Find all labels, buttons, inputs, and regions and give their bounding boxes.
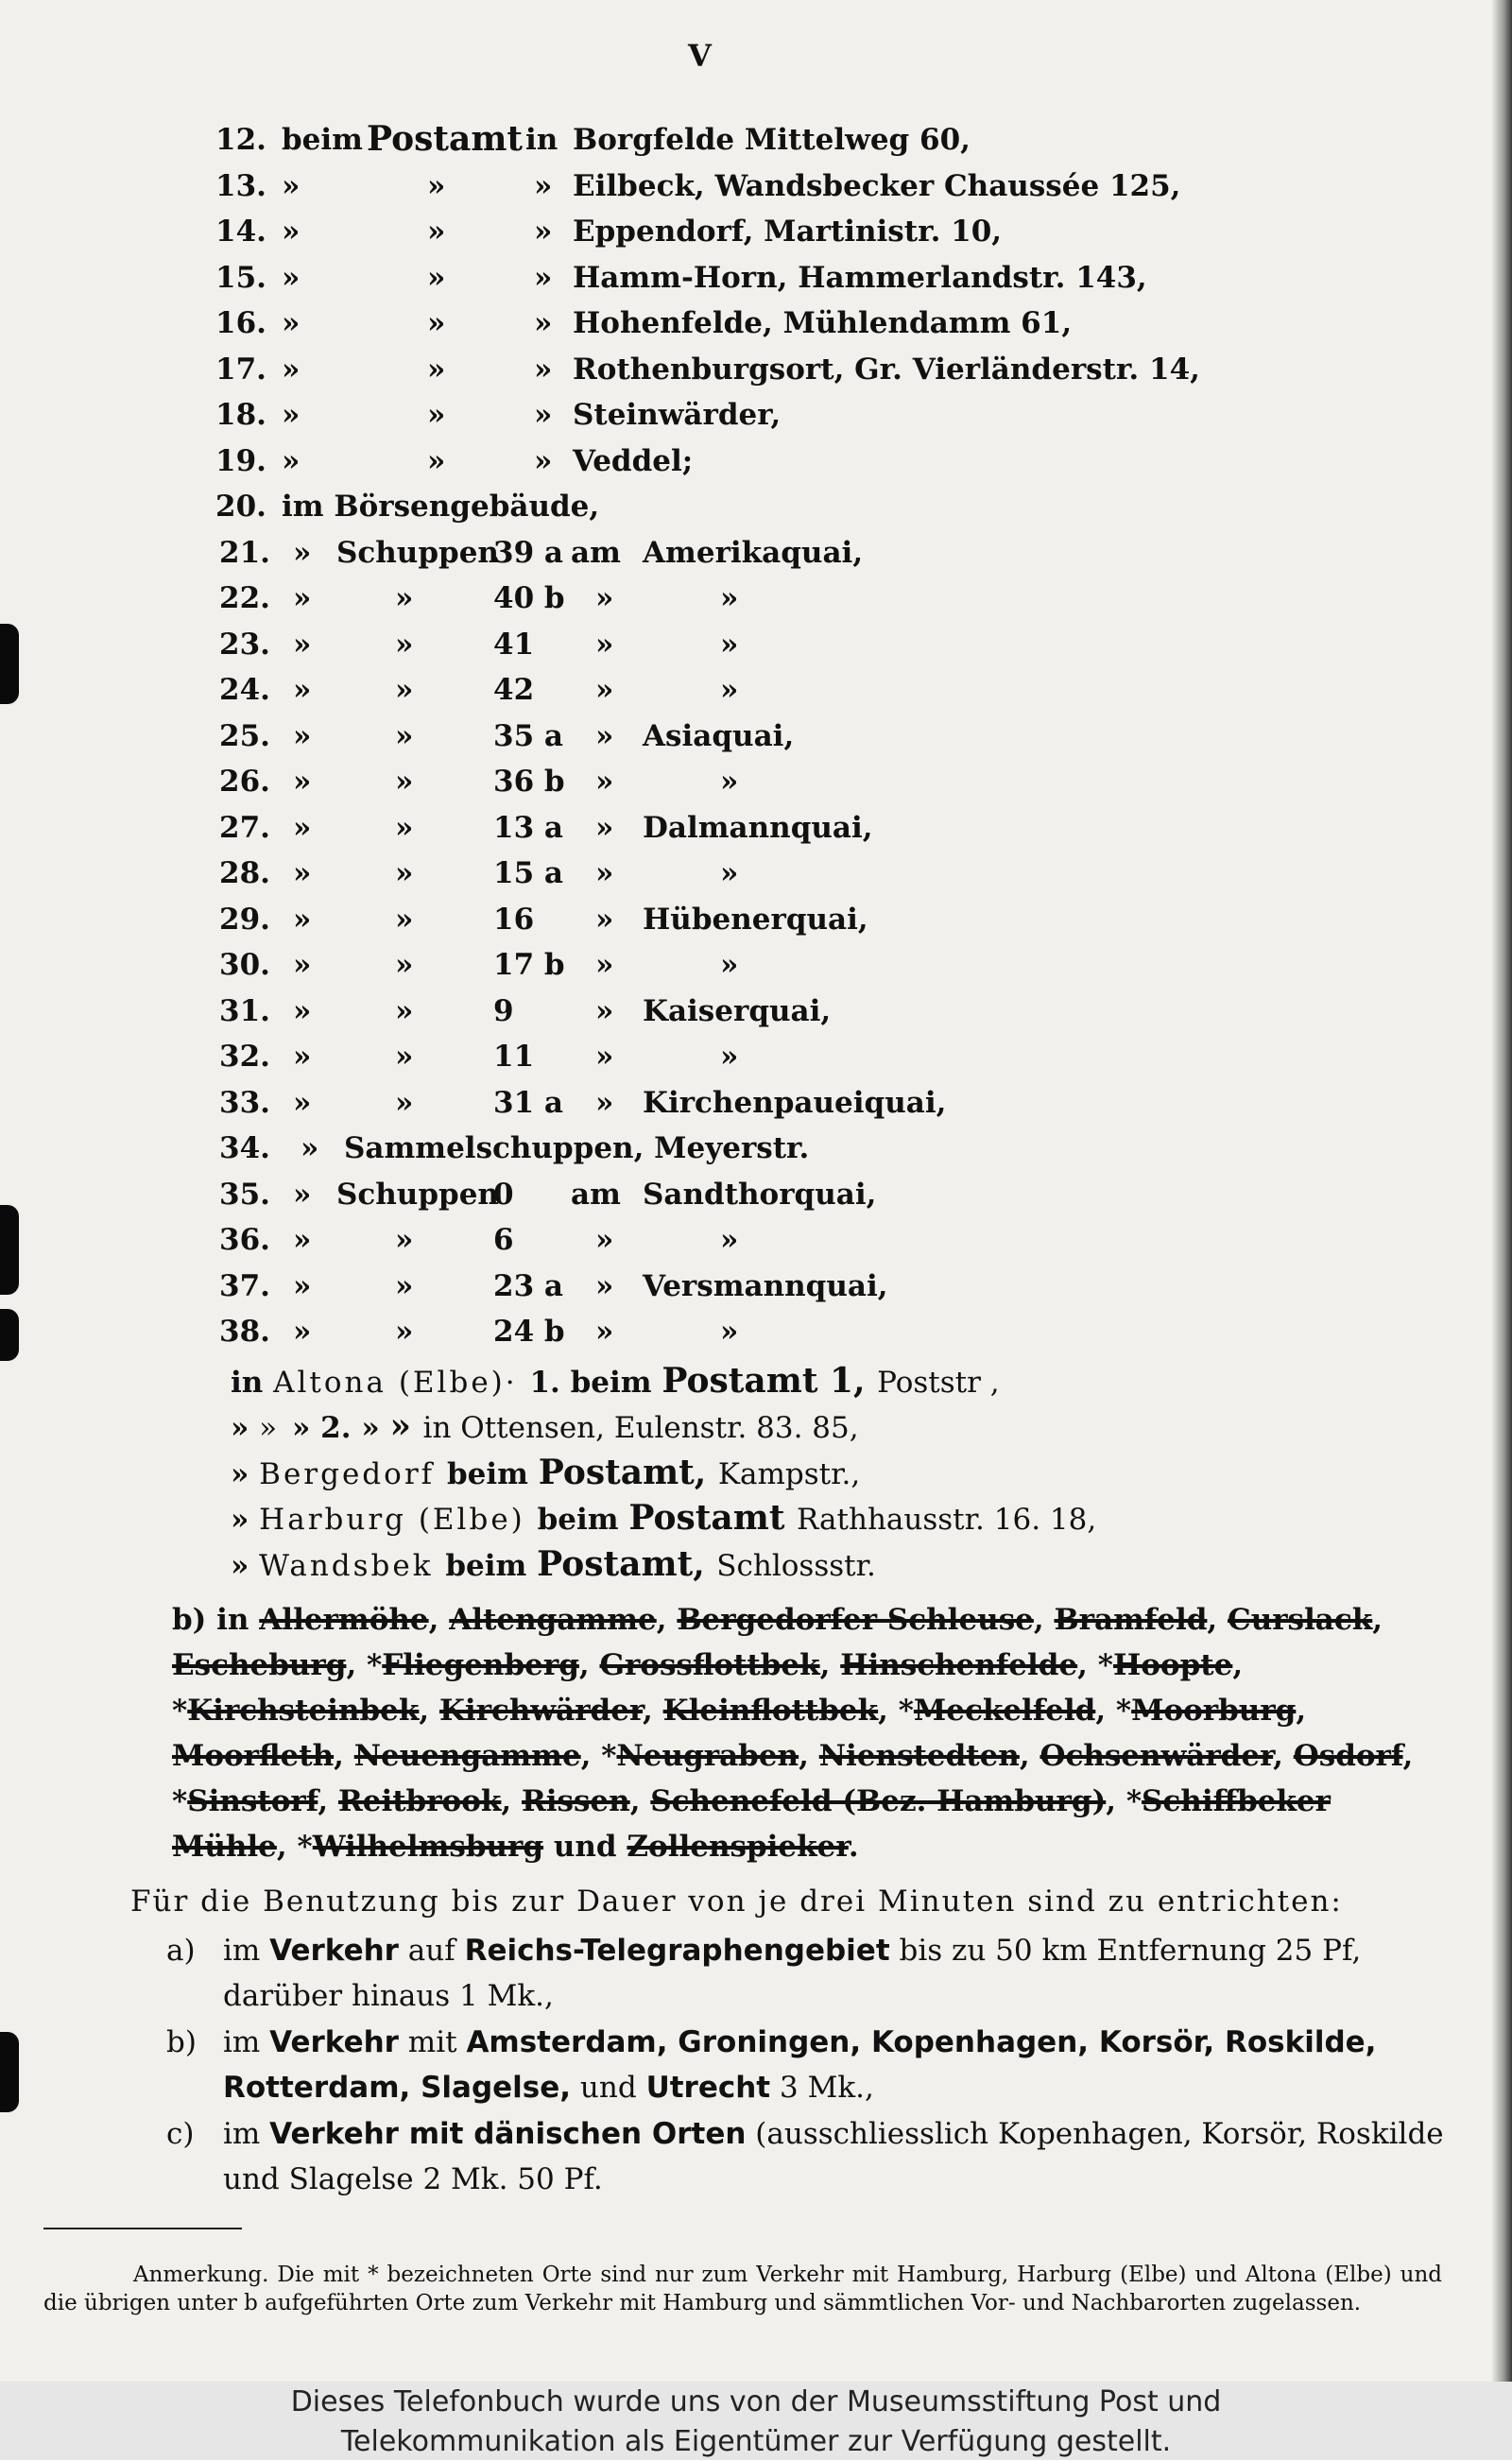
entry-number: 15.	[215, 260, 266, 295]
footer-line-2: Telekommunikation als Eigentümer zur Verfügung gestellt.	[340, 2425, 1172, 2458]
separator: , *	[580, 1739, 617, 1773]
tariff-plain: im	[223, 2117, 270, 2151]
entry-col-b: »	[395, 902, 414, 937]
city-prefix: in	[231, 1365, 274, 1400]
entry-col-b: »	[395, 948, 414, 982]
entry-col-b: »	[395, 1223, 414, 1257]
entry-col-b: Postamt	[367, 119, 524, 159]
entry-number: 28.	[219, 856, 270, 890]
entry-col-b: »	[395, 765, 414, 799]
struck-place: Kleinflottbek	[662, 1694, 879, 1728]
entry-col-a: »	[282, 352, 301, 387]
entry-location: Hamm-Horn, Hammerlandstr. 143,	[573, 260, 1147, 295]
city-prefix: »	[231, 1548, 260, 1583]
struck-place: Kirchsteinbek	[187, 1694, 420, 1728]
footnote	[43, 2261, 1442, 2317]
entry-quai: »	[720, 627, 739, 662]
city-postamt: Postamt,	[537, 1543, 717, 1584]
entry-col-c: am	[571, 1177, 621, 1212]
entry-col-c: »	[595, 948, 614, 982]
separator: ,	[1273, 1739, 1294, 1773]
entry-number: 14.	[215, 215, 266, 249]
city-prefix: »	[231, 1456, 260, 1491]
separator: ,	[1033, 1603, 1055, 1637]
entry-col-a: »	[293, 765, 312, 799]
separator: ,	[819, 1648, 841, 1682]
separator: ,	[419, 1694, 439, 1728]
tariff-emphasis: Verkehr	[269, 1934, 399, 1968]
city-prefix: »	[231, 1411, 260, 1445]
entry-text: Sammelschuppen, Meyerstr.	[344, 1131, 810, 1165]
tariff-plain: auf	[398, 1934, 465, 1968]
entry-col-c: »	[595, 1085, 614, 1120]
entry-col-c: »	[595, 1268, 614, 1303]
entry-shed-number: 24 b	[493, 1315, 565, 1349]
entry-col-a: »	[293, 1315, 312, 1349]
entry-col-c: »	[595, 856, 614, 890]
entry-quai: Dalmannquai,	[643, 810, 873, 845]
entry-shed-number: 40 b	[493, 581, 565, 615]
entry-col-b: »	[395, 1040, 414, 1074]
entry-col-c: »	[534, 306, 553, 340]
list-item	[0, 444, 1512, 490]
section-b-intro: in	[216, 1603, 260, 1637]
struck-place: Nienstedten	[818, 1739, 1020, 1773]
list-item	[0, 1178, 1512, 1223]
entry-col-a: »	[293, 1177, 312, 1212]
copyright-footer	[0, 2382, 1512, 2460]
entry-quai: »	[720, 581, 739, 615]
entry-text: im Börsengebäude,	[282, 490, 600, 524]
entry-col-b: »	[427, 306, 446, 340]
separator: , *	[172, 1739, 1414, 1818]
city-rest: Schlossstr.	[716, 1548, 876, 1583]
separator: ,	[501, 1784, 522, 1818]
entry-number: 18.	[215, 398, 266, 432]
entry-col-a: »	[282, 306, 301, 340]
struck-place: Sinstorf	[187, 1784, 318, 1818]
entry-col-b: »	[395, 1315, 414, 1349]
entry-shed-number: 36 b	[493, 765, 565, 799]
entry-number: 21.	[219, 535, 270, 570]
struck-place: Bramfeld	[1054, 1603, 1208, 1637]
entry-quai: Sandthorquai,	[643, 1177, 877, 1212]
struck-place: Grossflottbek	[599, 1648, 820, 1682]
struck-place: Hoopte	[1112, 1648, 1233, 1682]
city-prefix: »	[231, 1503, 260, 1537]
entry-quai: »	[720, 948, 739, 982]
entry-shed-number: 0	[493, 1177, 514, 1212]
list-item	[0, 353, 1512, 398]
city-postamt: Postamt 1,	[662, 1360, 878, 1401]
separator: ,	[578, 1648, 600, 1682]
separator: und	[543, 1830, 627, 1864]
list-item	[0, 581, 1512, 627]
entry-number: 32.	[219, 1040, 270, 1074]
city-rest: Rathhausstr. 16. 18,	[797, 1503, 1097, 1537]
entry-col-b: Schuppen	[336, 1177, 499, 1212]
entry-location: Eppendorf, Martinistr. 10,	[573, 215, 1003, 249]
list-item	[0, 306, 1512, 352]
section-b-label: b)	[172, 1603, 217, 1637]
entry-col-a: »	[282, 398, 301, 432]
entry-quai: Versmannquai,	[643, 1268, 888, 1303]
list-item	[0, 1269, 1512, 1315]
entry-col-c: »	[595, 581, 614, 615]
entry-col-b: »	[427, 352, 446, 387]
entry-number: 36.	[219, 1223, 270, 1257]
city-rest: Poststr ,	[877, 1365, 1000, 1400]
entry-col-c: »	[595, 1040, 614, 1074]
entry-quai: Asiaquai,	[643, 718, 795, 753]
entry-number: 30.	[219, 948, 270, 982]
list-item	[0, 994, 1512, 1040]
struck-place: Moorburg	[1131, 1694, 1297, 1728]
entry-shed-number: 9	[493, 993, 514, 1028]
struck-place: Escheburg	[172, 1648, 347, 1682]
entry-col-c: »	[534, 443, 553, 478]
list-item	[0, 948, 1512, 993]
separator: , *	[346, 1648, 383, 1682]
entry-col-a: »	[293, 627, 312, 662]
entry-quai: »	[720, 1315, 739, 1349]
tariff-emphasis: Verkehr mit dänischen Orten	[269, 2117, 747, 2151]
struck-place: Curslack	[1228, 1603, 1373, 1637]
list-item	[0, 536, 1512, 581]
struck-place: Meckelfeld	[913, 1694, 1096, 1728]
struck-place: Hinschenfelde	[840, 1648, 1078, 1682]
city-mid: » 2. »	[292, 1411, 390, 1445]
list-item	[0, 765, 1512, 810]
entry-col-b: »	[427, 168, 446, 203]
tariff-emphasis: Reichs-Telegraphengebiet	[464, 1934, 890, 1968]
entry-col-a: »	[282, 168, 301, 203]
footer-line-1: Dieses Telefonbuch wurde uns von der Museumsstiftung Post und	[290, 2385, 1222, 2418]
entry-col-b: »	[395, 718, 414, 753]
entry-number: 37.	[219, 1268, 270, 1303]
entry-col-c: »	[595, 627, 614, 662]
separator: ,	[1296, 1694, 1307, 1728]
entry-col-b: »	[395, 1268, 414, 1303]
entry-col-b: »	[395, 581, 414, 615]
list-item	[0, 169, 1512, 215]
entry-col-b: »	[395, 1085, 414, 1120]
entry-number: 31.	[219, 993, 270, 1028]
city-mid: beim	[445, 1548, 538, 1583]
separator: ,	[1207, 1603, 1228, 1637]
entry-number: 29.	[219, 902, 270, 937]
entry-col-c: am	[571, 535, 621, 570]
entry-col-a: »	[293, 581, 312, 615]
struck-place: Rissen	[521, 1784, 630, 1818]
tariff-text	[223, 2111, 1470, 2202]
tariff-plain: mit	[398, 2025, 467, 2059]
entry-number: 35.	[219, 1177, 270, 1212]
entry-number: 24.	[219, 673, 270, 707]
footnote-rule	[43, 2228, 242, 2229]
entry-shed-number: 35 a	[493, 718, 564, 753]
entry-quai: »	[720, 1040, 739, 1074]
list-item	[0, 811, 1512, 856]
city-mid: beim	[537, 1503, 629, 1537]
entry-col-a: »	[301, 1131, 319, 1165]
tariff-label: a)	[166, 1934, 196, 1968]
city-mid: 1. beim	[529, 1365, 662, 1400]
separator: ,	[656, 1603, 678, 1637]
entry-col-a: »	[293, 718, 312, 753]
city-rest: Kampstr.,	[717, 1456, 861, 1491]
entry-quai: »	[720, 1223, 739, 1257]
entry-number: 38.	[219, 1315, 270, 1349]
city-postamt: Postamt	[628, 1498, 797, 1538]
separator: , *	[172, 1648, 1244, 1728]
entry-shed-number: 15 a	[493, 856, 564, 890]
struck-place: Neuengamme	[353, 1739, 581, 1773]
tariff-text	[223, 1928, 1470, 2019]
entry-number: 34.	[219, 1131, 270, 1165]
entry-location: Veddel;	[573, 443, 694, 478]
entry-col-b: Schuppen	[336, 535, 499, 570]
tariff-label: b)	[166, 2025, 197, 2059]
separator: ,	[334, 1739, 354, 1773]
city-row	[231, 1498, 1459, 1543]
separator: ,	[629, 1784, 651, 1818]
entry-shed-number: 39 a	[493, 535, 564, 570]
entry-location: Borgfelde Mittelweg 60,	[573, 123, 971, 157]
entry-number: 26.	[219, 765, 270, 799]
punch-hole	[0, 2032, 19, 2112]
separator: , *	[1106, 1784, 1143, 1818]
list-item	[0, 903, 1512, 948]
entry-col-c: »	[595, 718, 614, 753]
tariff-plain: 3 Mk.,	[770, 2071, 874, 2105]
city-row	[231, 1406, 1459, 1452]
list-item	[0, 1040, 1512, 1085]
entry-shed-number: 41	[493, 627, 535, 662]
struck-place: Zollenspieker	[627, 1830, 849, 1864]
entry-quai: »	[720, 765, 739, 799]
entry-col-c: »	[595, 1223, 614, 1257]
entry-col-c: »	[595, 765, 614, 799]
entry-col-b: »	[427, 443, 446, 478]
entry-shed-number: 11	[493, 1040, 535, 1074]
entry-col-c: »	[534, 260, 553, 295]
entry-col-b: »	[395, 993, 414, 1028]
entry-col-c: »	[595, 673, 614, 707]
entry-col-a: »	[293, 1223, 312, 1257]
struck-place: Schenefeld (Bez. Hamburg)	[650, 1784, 1107, 1818]
entry-col-a: »	[282, 215, 301, 249]
struck-place: Allermöhe	[259, 1603, 429, 1637]
entry-number: 23.	[219, 627, 270, 662]
city-name: Bergedorf	[259, 1456, 447, 1491]
entry-col-c: »	[534, 215, 553, 249]
list-item	[0, 628, 1512, 673]
tariff-plain: (ausschliesslich Kopenhagen, Korsör, Roskilde und Slagelse 2 Mk. 50 Pf.	[223, 2117, 1444, 2196]
entry-col-a: »	[293, 948, 312, 982]
entry-quai: Kaiserquai,	[643, 993, 832, 1028]
entry-col-a: »	[282, 443, 301, 478]
entry-col-a: »	[293, 1040, 312, 1074]
entry-location: Eilbeck, Wandsbecker Chaussée 125,	[573, 168, 1181, 203]
entry-shed-number: 16	[493, 902, 535, 937]
entry-col-a: »	[282, 260, 301, 295]
entry-number: 33.	[219, 1085, 270, 1120]
entry-col-a: »	[293, 535, 312, 570]
list-item	[0, 490, 1512, 535]
separator: ,	[1019, 1739, 1040, 1773]
entry-col-b: »	[395, 627, 414, 662]
separator: ,	[643, 1694, 663, 1728]
entry-col-c: »	[595, 1315, 614, 1349]
separator: , *	[878, 1694, 914, 1728]
separator: , *	[1095, 1694, 1132, 1728]
separator: ,	[799, 1739, 819, 1773]
list-item	[0, 215, 1512, 260]
city-postamt: »	[389, 1406, 423, 1446]
separator: ,	[1372, 1603, 1383, 1637]
list-item	[0, 261, 1512, 306]
city-rest: in Ottensen, Eulenstr. 83. 85,	[422, 1411, 859, 1445]
separator: ,	[318, 1784, 338, 1818]
entry-number: 27.	[219, 810, 270, 845]
section-b-places	[172, 1597, 1448, 1869]
entry-col-a: »	[293, 673, 312, 707]
entry-col-a: »	[293, 1268, 312, 1303]
struck-place: Ochsenwärder	[1040, 1739, 1274, 1773]
entry-shed-number: 17 b	[493, 948, 565, 982]
struck-place: Altengamme	[449, 1603, 657, 1637]
tariff-text	[223, 2020, 1470, 2110]
entry-col-a: beim	[282, 123, 363, 157]
list-item	[0, 856, 1512, 902]
struck-place: Wilhelmsburg	[312, 1830, 544, 1864]
entry-quai: Kirchenpaueiquai,	[643, 1085, 947, 1120]
entry-shed-number: 6	[493, 1223, 514, 1257]
entry-number: 25.	[219, 718, 270, 753]
entry-location: Rothenburgsort, Gr. Vierländerstr. 14,	[573, 352, 1200, 387]
tariff-label: c)	[166, 2117, 195, 2151]
tariff-plain: im	[223, 2025, 270, 2059]
entry-col-c: »	[534, 398, 553, 432]
list-item	[0, 398, 1512, 443]
struck-place: Kirchwärder	[438, 1694, 644, 1728]
entry-shed-number: 31 a	[493, 1085, 564, 1120]
entry-shed-number: 23 a	[493, 1268, 564, 1303]
tariff-plain: bis zu 50 km Entfernung 25 Pf, darüber hinaus 1 Mk.,	[223, 1934, 1362, 2013]
entry-col-b: »	[395, 673, 414, 707]
struck-place: Reitbrook	[337, 1784, 502, 1818]
entry-col-a: »	[293, 810, 312, 845]
entry-col-b: »	[427, 260, 446, 295]
list-item	[0, 1086, 1512, 1131]
tariff-emphasis: Verkehr	[269, 2025, 399, 2059]
struck-place: Schiffbeker Mühle	[172, 1784, 1332, 1864]
city-postamt: Postamt,	[538, 1452, 718, 1492]
entry-col-c: »	[534, 168, 553, 203]
city-name: Altona (Elbe)·	[273, 1365, 530, 1400]
entry-number: 16.	[215, 306, 266, 340]
tariff-item	[166, 2111, 1470, 2202]
struck-place: Osdorf	[1293, 1739, 1403, 1773]
tariff-intro: Für die Benutzung bis zur Dauer von je drei Minuten sind zu entrichten:	[130, 1884, 1343, 1919]
list-item	[0, 1315, 1512, 1360]
tariff-plain: im	[223, 1934, 270, 1968]
entry-col-b: »	[427, 215, 446, 249]
entry-col-c: »	[534, 352, 553, 387]
entry-col-b: »	[395, 810, 414, 845]
entry-quai: »	[720, 673, 739, 707]
tariff-item	[166, 1928, 1470, 2019]
entry-number: 19.	[215, 443, 266, 478]
footnote-text: Anmerkung. Die mit * bezeichneten Orte sind nur zum Verkehr mit Hamburg, Harburg (Elbe) und Altona (Elbe) und die übrigen unter b aufgeführten Orte zum Verkehr mit Hamburg und sämmtlichen Vor- und Nachbarorten zugelassen.	[43, 2263, 1442, 2315]
entry-col-b: »	[427, 398, 446, 432]
entry-col-a: »	[293, 902, 312, 937]
tariff-emphasis: Amsterdam, Groningen, Kopenhagen, Korsör, Roskilde, Rotterdam, Slagelse,	[223, 2025, 1377, 2105]
entry-col-a: »	[293, 1085, 312, 1120]
entry-col-b: »	[395, 856, 414, 890]
tariff-emphasis: Utrecht	[645, 2071, 771, 2105]
separator: .	[848, 1830, 859, 1864]
entry-number: 20.	[215, 490, 266, 524]
entry-number: 22.	[219, 581, 270, 615]
city-row	[231, 1544, 1459, 1590]
city-name: Wandsbek	[259, 1548, 446, 1583]
struck-place: Bergedorfer Schleuse	[677, 1603, 1034, 1637]
separator: ,	[428, 1603, 450, 1637]
entry-number: 13.	[215, 168, 266, 203]
city-mid: beim	[446, 1456, 539, 1491]
list-item	[0, 719, 1512, 765]
list-item	[0, 673, 1512, 718]
struck-place: Moorfleth	[172, 1739, 335, 1773]
entry-number: 12.	[215, 123, 266, 157]
separator: , *	[276, 1830, 313, 1864]
list-item	[0, 1131, 1512, 1177]
city-row	[231, 1361, 1459, 1406]
entry-col-c: »	[595, 902, 614, 937]
entry-shed-number: 13 a	[493, 810, 564, 845]
tariff-item	[166, 2020, 1470, 2110]
entry-quai: Hübenerquai,	[643, 902, 868, 937]
tariff-plain: und	[571, 2071, 646, 2105]
entry-quai: »	[720, 856, 739, 890]
entry-col-c: »	[595, 810, 614, 845]
struck-place: Neugraben	[616, 1739, 799, 1773]
entry-location: Hohenfelde, Mühlendamm 61,	[573, 306, 1073, 340]
entry-col-c: in	[525, 123, 558, 157]
entry-number: 17.	[215, 352, 266, 387]
entry-quai: Amerikaquai,	[643, 535, 864, 570]
struck-place: Fliegenberg	[382, 1648, 579, 1682]
list-item	[0, 119, 1512, 168]
separator: , *	[1077, 1648, 1113, 1682]
list-item	[0, 1223, 1512, 1268]
entry-col-a: »	[293, 993, 312, 1028]
entry-col-a: »	[293, 856, 312, 890]
entry-shed-number: 42	[493, 673, 535, 707]
entry-location: Steinwärder,	[573, 398, 782, 432]
city-row	[231, 1453, 1459, 1498]
entry-col-c: »	[595, 993, 614, 1028]
city-name: Harburg (Elbe)	[259, 1503, 538, 1537]
city-name: »	[259, 1411, 292, 1445]
page-number: V	[688, 38, 712, 74]
